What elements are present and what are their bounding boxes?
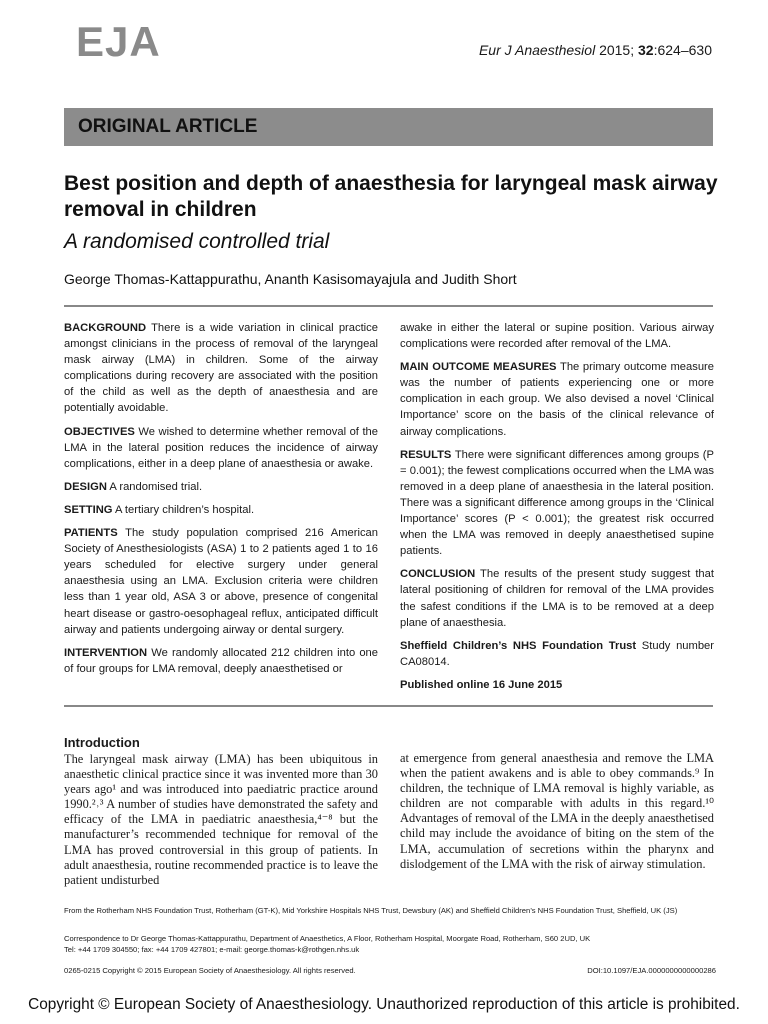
journal-pages: :624–630 [653, 42, 712, 58]
copyright-notice: Copyright © European Society of Anaesthesiology. Unauthorized reproduction of this article is prohibited. [28, 996, 740, 1013]
abstract-text: The primary outcome measure was the number of patients experiencing one or more complication in each group. We also devised a novel ‘Clinical Importance’ score on the basis of the clinical relevance of airway complications. [400, 361, 714, 438]
author-list: George Thomas-Kattappurathu, Ananth Kasisomayajula and Judith Short [64, 271, 517, 287]
contact-text: Tel: +44 1709 304550; fax: +44 1709 427801; e-mail: george.thomas-k@rothgen.nhs.uk [64, 944, 360, 954]
abstract-top-rule [64, 305, 713, 307]
introduction-right-column [400, 751, 714, 872]
article-type-banner [64, 108, 713, 146]
introduction-text: The laryngeal mask airway (LMA) has been ubiquitous in anaesthetic clinical practice since it was invented more than 30 years ago¹ and was introduced into paediatric practice around 1990.²˒³ A number of studies have demonstrated the safety and efficacy of the LMA in paediatric anaesthesia,⁴⁻⁸ but the manufacturer’s recommended technique for removal of the LMA has proved controversial in this group of patients. In adult anaesthesia, routine recommended practice is to leave the patient undisturbed [64, 752, 378, 887]
correspondence-text: Correspondence to Dr George Thomas-Kattappurathu, Department of Anaesthetics, A Floor, Rotherham Hospital, Moorgate Road, Rotherham, S60 2UD, UK [64, 934, 591, 943]
abstract-text: Study number CA08014. [400, 639, 715, 668]
abstract-text: There is a wide variation in clinical practice amongst clinicians in the process of removal of the laryngeal mask airway (LMA) in children. Some of the airway complications during recovery are associated with the position of the child as well as the depth of anaesthesia and are potentially avoidable. [64, 322, 378, 415]
abstract-section [64, 502, 378, 518]
abstract-text: The study population comprised 216 American Society of Anesthesiologists (ASA) 1 to 2 patients aged 1 to 16 years scheduled for elective surgery under general anaesthesia using an LMA. Exclusion criteria were children less than 1 year old, ASA 3 or above, presence of congenital heart disease or gastro-oesophageal reflux, anticipated difficult airway and patients undergoing airway or dental surgery. [64, 527, 378, 636]
abstract-text: There were significant differences among groups (P = 0.001); the fewest complications occurred when the LMA was removed in a deep plane of anaesthesia in the lateral position. There was a significant difference among groups in the ‘Clinical Importance’ scores (P < 0.001); the greatest risk occurred when the LMA was removed in deeply anaesthetised supine patients. [400, 448, 714, 558]
journal-citation [479, 42, 712, 58]
abstract-heading: MAIN OUTCOME MEASURES [400, 361, 557, 374]
abstract-text: A tertiary children’s hospital. [112, 503, 255, 516]
article-title: Best position and depth of anaesthesia for laryngeal mask airway removal in children [64, 172, 718, 221]
affiliation-text: From the Rotherham NHS Foundation Trust, Rotherham (GT-K), Mid Yorkshire Hospitals NHS Trust, Dewsbury (AK) and Sheffield Children’s NHS Foundation Trust, Sheffield, UK (JS) [64, 906, 678, 915]
abstract-section [64, 479, 378, 495]
abstract-heading: Sheffield Children’s NHS Foundation Trust [400, 639, 637, 652]
abstract-section [400, 638, 714, 670]
affiliation-note [64, 906, 716, 917]
abstract-text: We randomly allocated 212 children into one of four groups for LMA removal, deeply anaesthetised or [64, 646, 378, 675]
journal-year: 2015; [595, 42, 639, 58]
copyright-line: 0265-0215 Copyright © 2015 European Society of Anaesthesiology. All rights reserved. [64, 966, 356, 975]
abstract-section [64, 525, 378, 638]
article-subtitle: A randomised controlled trial [64, 230, 330, 253]
abstract-text: We wished to determine whether removal of the LMA in the lateral position reduces the incidence of airway complications, either in a deep plane of anaesthesia or awake. [64, 425, 378, 470]
abstract-section [64, 320, 378, 417]
abstract-bottom-rule [64, 705, 713, 707]
abstract-heading: DESIGN [64, 480, 107, 493]
abstract-text: awake in either the lateral or supine position. Various airway complications were recorded after removal of the LMA. [400, 322, 714, 351]
introduction-left-column [64, 752, 378, 888]
introduction-heading: Introduction [64, 735, 140, 750]
introduction-text: at emergence from general anaesthesia and remove the LMA when the patient awakens and is able to obey commands.⁹ In children, the technique of LMA removal is highly variable, as children are not comparable with adults in this regard.¹⁰ Advantages of removal of the LMA in the deeply anaesthetised child may include the avoidance of biting on the stem of the LMA, accumulation of secretions within the pharynx and dislodgement of the LMA with the risk of airway stimulation. [400, 751, 714, 871]
abstract-heading: RESULTS [400, 448, 452, 461]
doi: DOI:10.1097/EJA.0000000000000286 [587, 966, 716, 975]
abstract-section [64, 645, 378, 677]
abstract-heading: PATIENTS [64, 527, 118, 540]
correspondence-note [64, 934, 716, 955]
abstract-section [400, 447, 714, 560]
abstract-heading: Published online 16 June 2015 [400, 678, 563, 691]
abstract-heading: CONCLUSION [400, 568, 476, 581]
abstract-right-column [400, 320, 714, 700]
abstract-heading: OBJECTIVES [64, 425, 135, 438]
abstract-heading: BACKGROUND [64, 322, 147, 334]
abstract-section [400, 359, 714, 439]
abstract-section [64, 424, 378, 472]
abstract-section [400, 320, 714, 352]
journal-volume: 32 [638, 42, 654, 58]
abstract-section [400, 677, 714, 693]
journal-name: Eur J Anaesthesiol [478, 42, 596, 58]
abstract-section [400, 566, 714, 630]
abstract-heading: INTERVENTION [64, 646, 148, 659]
abstract-heading: SETTING [64, 503, 113, 516]
abstract-text: The results of the present study suggest that lateral positioning of children for removal of the LMA provides the safest conditions if the LMA is to be removed at a deep plane of anaesthesia. [400, 568, 714, 629]
journal-logo: EJA [76, 18, 161, 65]
abstract-text: A randomised trial. [106, 480, 203, 493]
abstract-left-column [64, 320, 378, 684]
article-type: ORIGINAL ARTICLE [78, 116, 258, 137]
